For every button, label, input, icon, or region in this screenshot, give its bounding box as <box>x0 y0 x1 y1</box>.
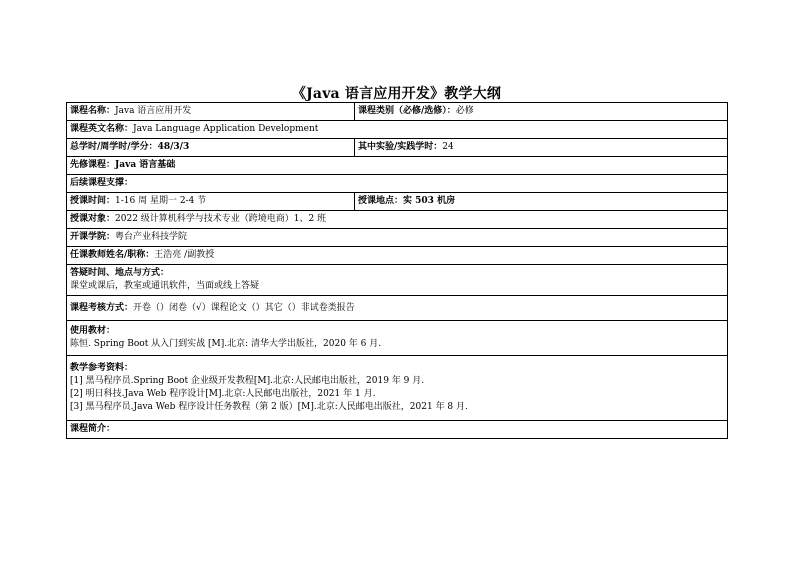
row-prereq <box>67 157 728 175</box>
exam-label: 课程考核方式： <box>70 302 134 313</box>
followup-label: 后续课程支撑： <box>70 178 134 188</box>
reference-item: [1] 黑马程序员.Spring Boot 企业级开发教程[M].北京:人民邮电出版社，2019 年 9 月. <box>70 376 425 386</box>
cell-followup <box>67 175 728 193</box>
cell-lab-hours <box>355 139 728 157</box>
exam-value: 开卷（）闭卷（√）课程论文（）其它（）非试卷类报告 <box>133 302 355 313</box>
row-english-name <box>67 121 728 139</box>
cell-qa <box>67 265 728 296</box>
prereq-value: Java 语言基础 <box>115 160 176 170</box>
row-references <box>67 356 728 421</box>
reference-item: [2] 明日科技.Java Web 程序设计[M].北京:人民邮电出版社，2021 年 1 月. <box>70 389 376 399</box>
cell-teacher <box>67 247 728 265</box>
qa-value: 课堂或课后，教室或通讯软件，当面或线上答疑 <box>70 281 260 291</box>
lab-hours-value: 24 <box>442 142 454 152</box>
english-name-value: Java Language Application Development <box>133 124 319 134</box>
intro-label: 课程简介： <box>70 424 116 434</box>
references-label: 教学参考资料： <box>70 363 134 373</box>
cell-hours <box>67 139 355 157</box>
teacher-value: 王浩亮 /副教授 <box>154 250 215 260</box>
cell-references <box>67 356 728 421</box>
row-target <box>67 211 728 229</box>
lab-hours-label: 其中实验/实践学时： <box>358 142 443 152</box>
cell-course-type <box>355 103 728 121</box>
textbook-value: 陈恒. Spring Boot 从入门到实战 [M].北京: 清华大学出版社，2020 年 6 月. <box>70 339 382 349</box>
course-type-value: 必修 <box>455 106 474 116</box>
reference-item: [3] 黑马程序员.Java Web 程序设计任务教程（第 2 版）[M].北京:人民邮电出版社，2021 年 8 月. <box>70 402 468 412</box>
time-label: 授课时间： <box>70 196 116 206</box>
document-title: 《Java 语言应用开发》教学大纲 <box>291 86 502 102</box>
cell-english-name <box>67 121 728 139</box>
cell-textbook <box>67 321 728 356</box>
row-qa <box>67 265 728 296</box>
college-label: 开课学院： <box>70 232 116 242</box>
cell-prereq <box>67 157 728 175</box>
teacher-label: 任课教师姓名/职称： <box>70 250 155 260</box>
cell-time <box>67 193 355 211</box>
row-college <box>67 229 728 247</box>
english-name-label: 课程英文名称： <box>70 124 134 134</box>
row-teacher <box>67 247 728 265</box>
row-exam <box>67 296 728 321</box>
place-label: 授课地点： <box>358 196 404 206</box>
time-value: 1-16 周 星期一 2-4 节 <box>115 196 207 206</box>
row-time-place <box>67 193 728 211</box>
course-name-label: 课程名称： <box>70 106 116 116</box>
cell-exam <box>67 296 728 321</box>
cell-target <box>67 211 728 229</box>
target-label: 授课对象： <box>70 214 116 224</box>
course-type-label: 课程类别（必修/选修）： <box>358 106 456 116</box>
syllabus-table <box>66 102 728 439</box>
hours-label: 总学时/周学时/学分： <box>70 142 158 152</box>
row-hours <box>67 139 728 157</box>
textbook-label: 使用教材： <box>70 326 116 336</box>
hours-value: 48/3/3 <box>157 142 190 152</box>
course-name-value: Java 语言应用开发 <box>115 106 192 116</box>
row-followup <box>67 175 728 193</box>
target-value: 2022 级计算机科学与技术专业（跨境电商）1、2 班 <box>115 214 327 224</box>
cell-place <box>355 193 728 211</box>
cell-intro <box>67 421 728 439</box>
row-intro <box>67 421 728 439</box>
row-course-name <box>67 103 728 121</box>
cell-course-name <box>67 103 355 121</box>
row-textbook <box>67 321 728 356</box>
cell-college <box>67 229 728 247</box>
prereq-label: 先修课程： <box>70 160 116 170</box>
college-value: 粤台产业科技学院 <box>115 232 188 242</box>
place-value: 实 503 机房 <box>403 196 456 206</box>
qa-label: 答疑时间、地点与方式： <box>70 268 170 278</box>
